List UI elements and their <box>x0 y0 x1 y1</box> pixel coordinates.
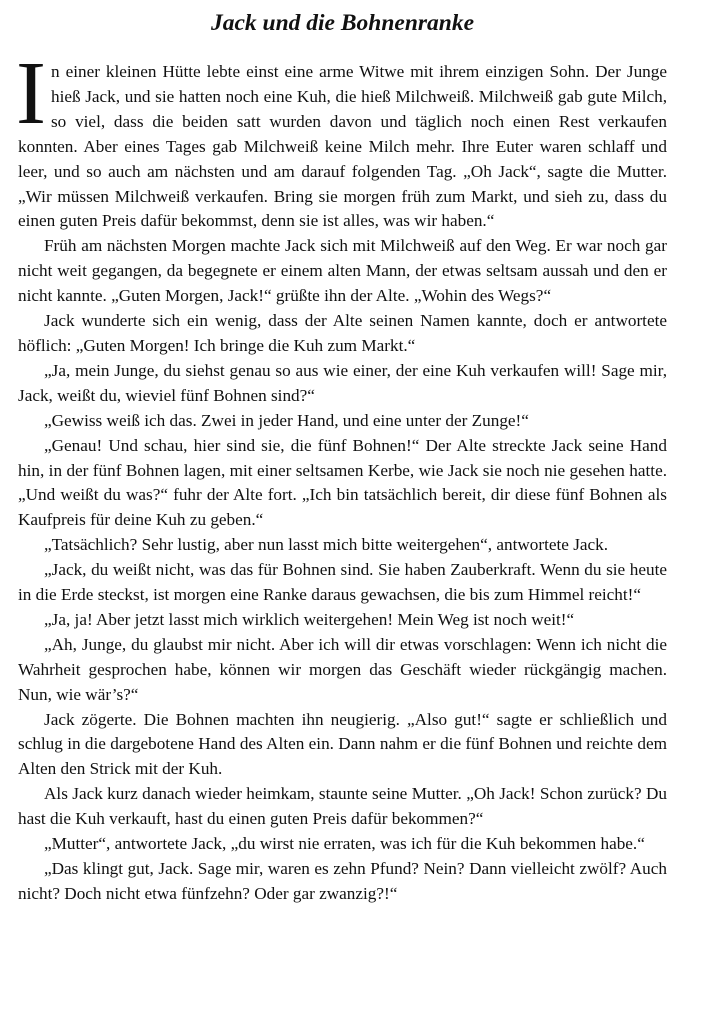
paragraph-14: „Das klingt gut, Jack. Sage mir, waren es zehn Pfund? Nein? Dann vielleicht zwölf? Auch nicht? Doch nicht etwa fünfzehn? Oder gar zwanzig?!“ <box>18 859 667 903</box>
paragraph-1 <box>16 44 667 234</box>
drop-cap: I <box>16 44 46 143</box>
paragraph-4: „Ja, mein Junge, du siehst genau so aus wie einer, der eine Kuh verkaufen will! Sage mir, Jack, weißt du, wieviel fünf Bohnen sind?“ <box>18 360 667 405</box>
paragraph-13: „Mutter“, antwortete Jack, „du wirst nie erraten, was ich für die Kuh bekommen habe.“ <box>44 834 645 854</box>
paragraph-1-text: n einer kleinen Hütte lebte einst eine arme Witwe mit ihrem einzigen Sohn. Der Junge hieß Jack, und sie hatten noch eine Kuh, die hieß Milchweiß. Milchweiß gab gute Milch, so viel, dass die beiden satt wurden davon und täglich noch einen Rest verkaufen konnten. Aber eines Tages gab Milchweiß keine Milch mehr. Ihre Euter waren schlaff und leer, und so auch am nächsten und am darauf folgenden Tag. „Oh Jack“, sagte die Mutter. „Wir müssen Milchweiß verkaufen. Bring sie morgen früh zum Markt, und sieh zu, dass du einen guten Preis dafür bekommst, denn sie ist alles, was wir haben.“ <box>18 62 667 231</box>
document-page <box>18 8 667 907</box>
paragraph-9: „Ja, ja! Aber jetzt lasst mich wirklich weitergehen! Mein Weg ist noch weit!“ <box>44 609 575 629</box>
paragraph-12: Als Jack kurz danach wieder heimkam, staunte seine Mutter. „Oh Jack! Schon zurück? Du hast die Kuh verkauft, hast du einen guten Preis dafür bekommen?“ <box>18 784 667 829</box>
story-body <box>16 44 667 907</box>
paragraph-10: „Ah, Junge, du glaubst mir nicht. Aber ich will dir etwas vorschlagen: Wenn ich nicht die Wahrheit gesprochen habe, können wir morgen das Geschäft wieder rückgängig machen. Nun, wie wär’s?“ <box>18 634 667 704</box>
paragraph-5: „Gewiss weiß ich das. Zwei in jeder Hand, und eine unter der Zunge!“ <box>44 410 529 430</box>
paragraph-2: Früh am nächsten Morgen machte Jack sich mit Milchweiß auf den Weg. Er war noch gar nicht weit gegangen, da begegnete er einem alten Mann, der etwas seltsam aussah und den er nicht kannte. „Guten Morgen, Jack!“ grüßte ihn der Alte. „Wohin des Wegs?“ <box>18 236 667 306</box>
document-title: Jack und die Bohnenranke <box>210 10 475 36</box>
paragraph-8: „Jack, du weißt nicht, was das für Bohnen sind. Sie haben Zauberkraft. Wenn du sie heute in die Erde steckst, ist morgen eine Ranke daraus gewachsen, die bis zum Himmel reicht!“ <box>18 560 667 605</box>
paragraph-3: Jack wunderte sich ein wenig, dass der Alte seinen Namen kannte, doch er antwortete höflich: „Guten Morgen! Ich bringe die Kuh zum Markt.“ <box>18 311 667 355</box>
paragraph-7: „Tatsächlich? Sehr lustig, aber nun lasst mich bitte weitergehen“, antwortete Jack. <box>44 535 609 555</box>
paragraph-11: Jack zögerte. Die Bohnen machten ihn neugierig. „Also gut!“ sagte er schließlich und schlug in die dargebotene Hand des Alten ein. Dann nahm er die fünf Bohnen und reichte dem Alten den Strick mit der Kuh. <box>18 709 667 779</box>
paragraph-6: „Genau! Und schau, hier sind sie, die fünf Bohnen!“ Der Alte streckte Jack seine Hand hin, in der fünf Bohnen lagen, mit einer seltsamen Kerbe, wie Jack sie noch nie gesehen hatte. „Und weißt du was?“ fuhr der Alte fort. „Ich bin tatsächlich bereit, dir diese fünf Bohnen als Kaufpreis für deine Kuh zu geben.“ <box>18 435 667 530</box>
